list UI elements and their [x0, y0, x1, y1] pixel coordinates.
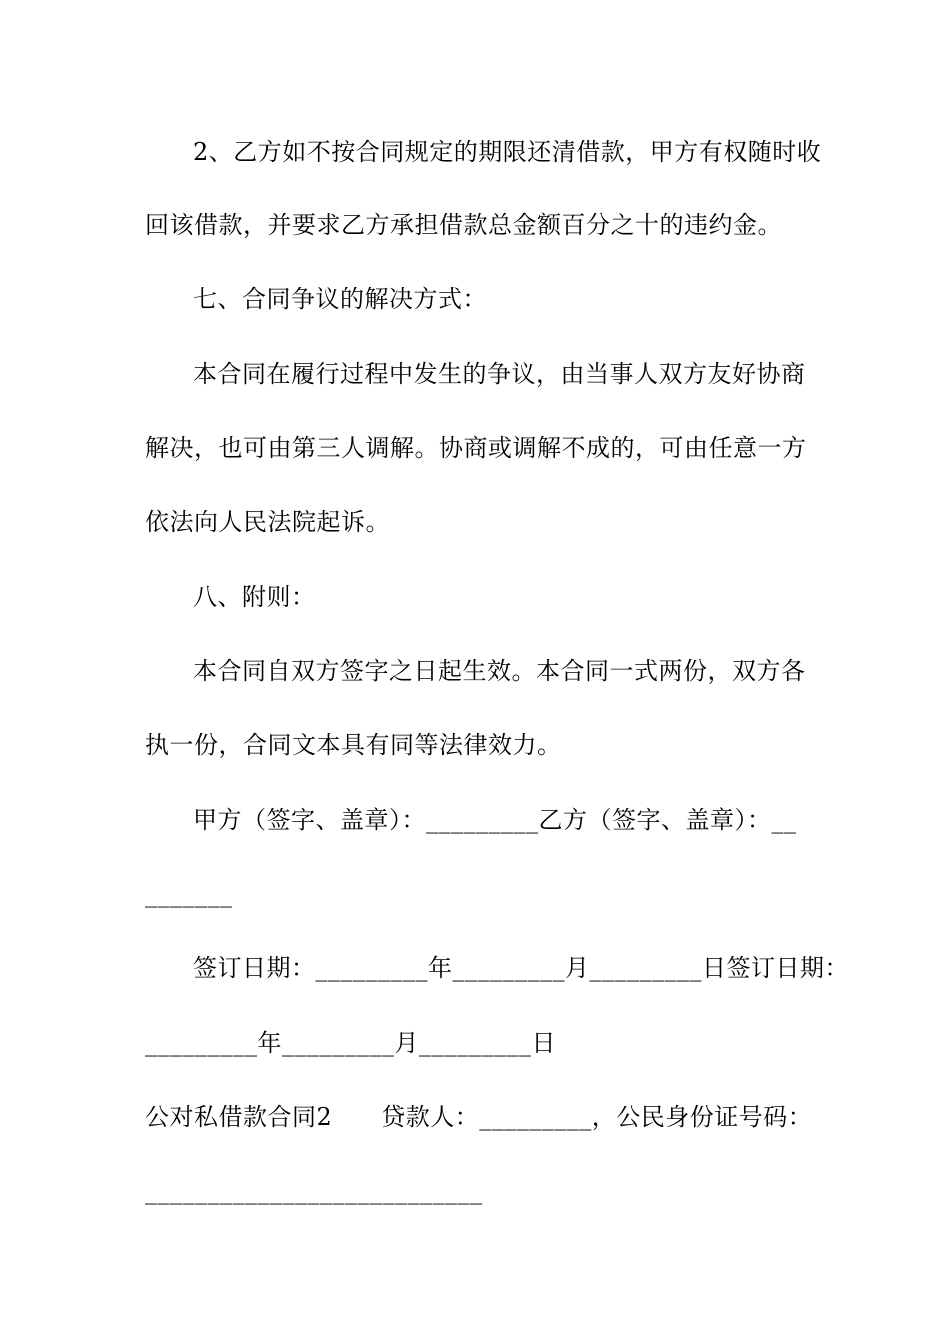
section-7-text-line-1: 本合同在履行过程中发生的争议，由当事人双方友好协商 [193, 360, 806, 388]
section-7-text-line-3: 依法向人民法院起诉。 [145, 508, 390, 536]
id-number-blank-line: ___________________________ [145, 1177, 483, 1205]
clause-6-2-line-1: 2、乙方如不按合同规定的期限还清借款，甲方有权随时收 [193, 138, 822, 166]
section-8-text-line-1: 本合同自双方签字之日起生效。本合同一式两份，双方各 [193, 657, 806, 685]
signing-date-line-2: _________年_________月_________日 [145, 1029, 556, 1057]
section-8-text-line-2: 执一份，合同文本具有同等法律效力。 [145, 731, 562, 759]
clause-6-2-line-2: 回该借款，并要求乙方承担借款总金额百分之十的违约金。 [145, 211, 782, 239]
section-7-heading: 七、合同争议的解决方式： [193, 285, 487, 313]
signing-date-line-1: 签订日期：_________年_________月_________日签订日期： [193, 954, 849, 982]
section-7-text-line-2: 解决，也可由第三人调解。协商或调解不成的，可由任意一方 [145, 434, 807, 462]
section-8-heading: 八、附则： [193, 583, 316, 611]
signature-line-1: 甲方（签字、盖章）：_________乙方（签字、盖章）：__ [193, 806, 797, 834]
signature-line-2: _______ [145, 880, 233, 908]
contract-2-heading-line: 公对私借款合同2 贷款人：_________，公民身份证号码： [145, 1103, 813, 1131]
